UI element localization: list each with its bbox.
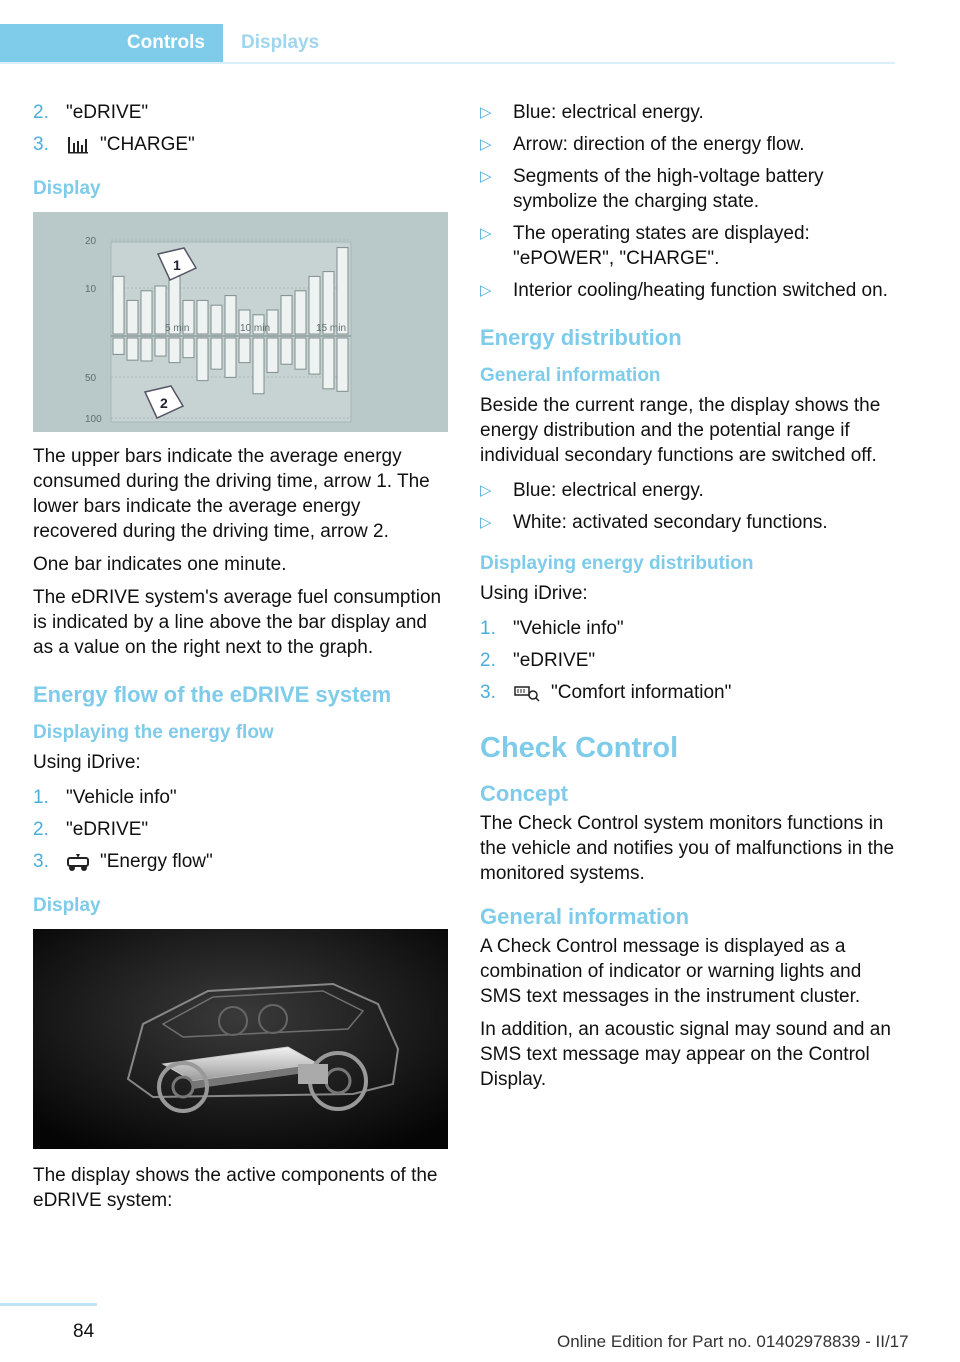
paragraph: The eDRIVE system's average fuel consumption is indicated by a line above the bar display and as a value on the right next to the graph. (33, 587, 442, 658)
paragraph: The upper bars indicate the average energy consumed during the driving time, arrow 1. The lower bars indicate the average energy recovered during the driving time, arrow 2. (33, 446, 430, 542)
step-text: "eDRIVE" (513, 650, 596, 671)
left-column (33, 100, 448, 1221)
chart-tick-label: 10 (85, 284, 97, 295)
list-item (33, 132, 448, 158)
step-text: "eDRIVE" (66, 102, 149, 123)
bullet-text: White: activated secondary functions. (513, 512, 828, 533)
display-heading: Display (33, 895, 101, 916)
paragraph: One bar indicates one minute. (33, 554, 287, 575)
bar-chart-icon (66, 135, 90, 155)
car-energy-flow-image (33, 929, 448, 1149)
chart-time-label: 15 min (316, 323, 347, 334)
callout-label: 1 (173, 257, 181, 273)
list-item (480, 278, 895, 303)
tab-controls-label: Controls (126, 32, 205, 53)
list-item (480, 478, 895, 503)
tab-displays-label: Displays (241, 32, 320, 53)
bullet-text: Blue: electrical energy. (513, 480, 704, 501)
chart-tick-label: 50 (85, 373, 97, 384)
paragraph: Using iDrive: (33, 752, 141, 773)
step-text: "Vehicle info" (513, 618, 624, 639)
bullet-text: Arrow: direction of the energy flow. (513, 134, 805, 155)
steps-top-list (33, 100, 448, 158)
chart-time-label: 10 min (240, 323, 271, 334)
step-number: 2. (33, 102, 49, 123)
callout-label: 2 (160, 395, 168, 411)
list-item (480, 221, 895, 271)
bullet-triangle-icon: ▷ (480, 136, 492, 153)
lower-bar (127, 338, 138, 360)
bullets-energy-flow (480, 100, 895, 303)
lower-bar (169, 338, 180, 363)
step-number: 3. (33, 851, 49, 872)
upper-bar (197, 300, 208, 334)
step-text: "eDRIVE" (66, 819, 149, 840)
lower-bar (141, 338, 152, 361)
upper-bar (225, 296, 236, 334)
paragraph: In addition, an acoustic signal may sound and an SMS text message may appear on the Control Display. (480, 1019, 891, 1090)
bullet-text: Interior cooling/heating function switched on. (513, 280, 888, 301)
step-text: "Vehicle info" (66, 787, 177, 808)
page-number: 84 (73, 1321, 95, 1342)
paragraph: The Check Control system monitors functions in the vehicle and notifies you of malfunctions in the monitored systems. (480, 813, 895, 884)
steps-flow-list (33, 785, 448, 875)
header-tabs (0, 24, 895, 64)
step-number: 1. (480, 618, 496, 639)
step-number: 1. (33, 787, 49, 808)
bullets-distribution (480, 478, 895, 535)
step-text: "Energy flow" (100, 851, 213, 872)
subsection-heading: Displaying the energy flow (33, 722, 274, 743)
chart-time-label: 5 min (165, 323, 190, 334)
list-item (33, 849, 448, 875)
bullet-triangle-icon: ▷ (480, 514, 492, 531)
paragraph: The display shows the active components of the eDRIVE system: (33, 1165, 438, 1211)
upper-bar (295, 291, 306, 334)
step-number: 3. (480, 682, 496, 703)
upper-bar (127, 300, 138, 334)
tab-displays[interactable] (241, 24, 319, 62)
bullet-triangle-icon: ▷ (480, 104, 492, 121)
paragraph: A Check Control message is displayed as a combination of indicator or warning lights and SMS text messages in the instrument cluster. (480, 936, 862, 1007)
lower-bar (295, 338, 306, 369)
lower-bar (183, 338, 194, 358)
step-text: "Comfort information" (551, 682, 732, 703)
upper-bar (141, 291, 152, 334)
bullet-triangle-icon: ▷ (480, 482, 492, 499)
lower-bar (211, 338, 222, 369)
section-heading: General information (480, 904, 690, 929)
section-heading: Concept (480, 781, 568, 806)
steps-distribution-list (480, 616, 895, 706)
lower-bar (239, 338, 250, 363)
lower-bar (323, 338, 334, 389)
comfort-info-icon (513, 683, 541, 703)
list-item (480, 100, 895, 125)
bullet-text: Blue: electrical energy. (513, 102, 704, 123)
lower-bar (197, 338, 208, 381)
list-item (480, 616, 895, 642)
upper-bar (113, 276, 124, 334)
section-heading: Energy distribution (480, 325, 682, 350)
lower-bar (309, 338, 320, 374)
upper-bar (281, 296, 292, 334)
subsection-heading: Displaying energy distribution (480, 553, 754, 574)
bullet-text: Segments of the high-voltage battery symbolize the charging state. (513, 166, 824, 212)
list-item (480, 164, 895, 214)
list-item (33, 817, 448, 843)
list-item (480, 680, 895, 706)
bullet-text: The operating states are displayed: "ePOWER", "CHARGE". (513, 223, 810, 269)
paragraph: Using iDrive: (480, 583, 588, 604)
step-number: 2. (480, 650, 496, 671)
list-item (480, 510, 895, 535)
footer-rule (0, 1303, 97, 1306)
upper-bar (337, 248, 348, 334)
consumption-chart (33, 212, 448, 432)
lower-bar (281, 338, 292, 364)
list-item (480, 132, 895, 157)
edition-note: Online Edition for Part no. 01402978839 - II/17 (557, 1332, 909, 1351)
energy-flow-icon (66, 852, 90, 872)
lower-bar (155, 338, 166, 356)
lower-bar (225, 338, 236, 377)
upper-bar (211, 305, 222, 334)
lower-bar (337, 338, 348, 391)
lower-bar (267, 338, 278, 372)
lower-bar (253, 338, 264, 394)
right-column (480, 100, 895, 1100)
paragraph: Beside the current range, the display shows the energy distribution and the potential range if individual secondary functions are switched off. (480, 395, 881, 466)
tab-controls[interactable] (0, 24, 223, 62)
subsection-heading: General information (480, 365, 661, 386)
step-text: "CHARGE" (100, 134, 195, 155)
list-item (480, 648, 895, 674)
display-heading: Display (33, 178, 101, 199)
chapter-heading: Check Control (480, 732, 679, 764)
bullet-triangle-icon: ▷ (480, 225, 492, 242)
list-item (33, 100, 448, 126)
bullet-triangle-icon: ▷ (480, 282, 492, 299)
chart-tick-label: 20 (85, 236, 97, 247)
step-number: 3. (33, 134, 49, 155)
lower-bar (113, 338, 124, 354)
bullet-triangle-icon: ▷ (480, 168, 492, 185)
step-number: 2. (33, 819, 49, 840)
section-heading: Energy flow of the eDRIVE system (33, 682, 392, 707)
list-item (33, 785, 448, 811)
chart-tick-label: 100 (85, 414, 102, 425)
